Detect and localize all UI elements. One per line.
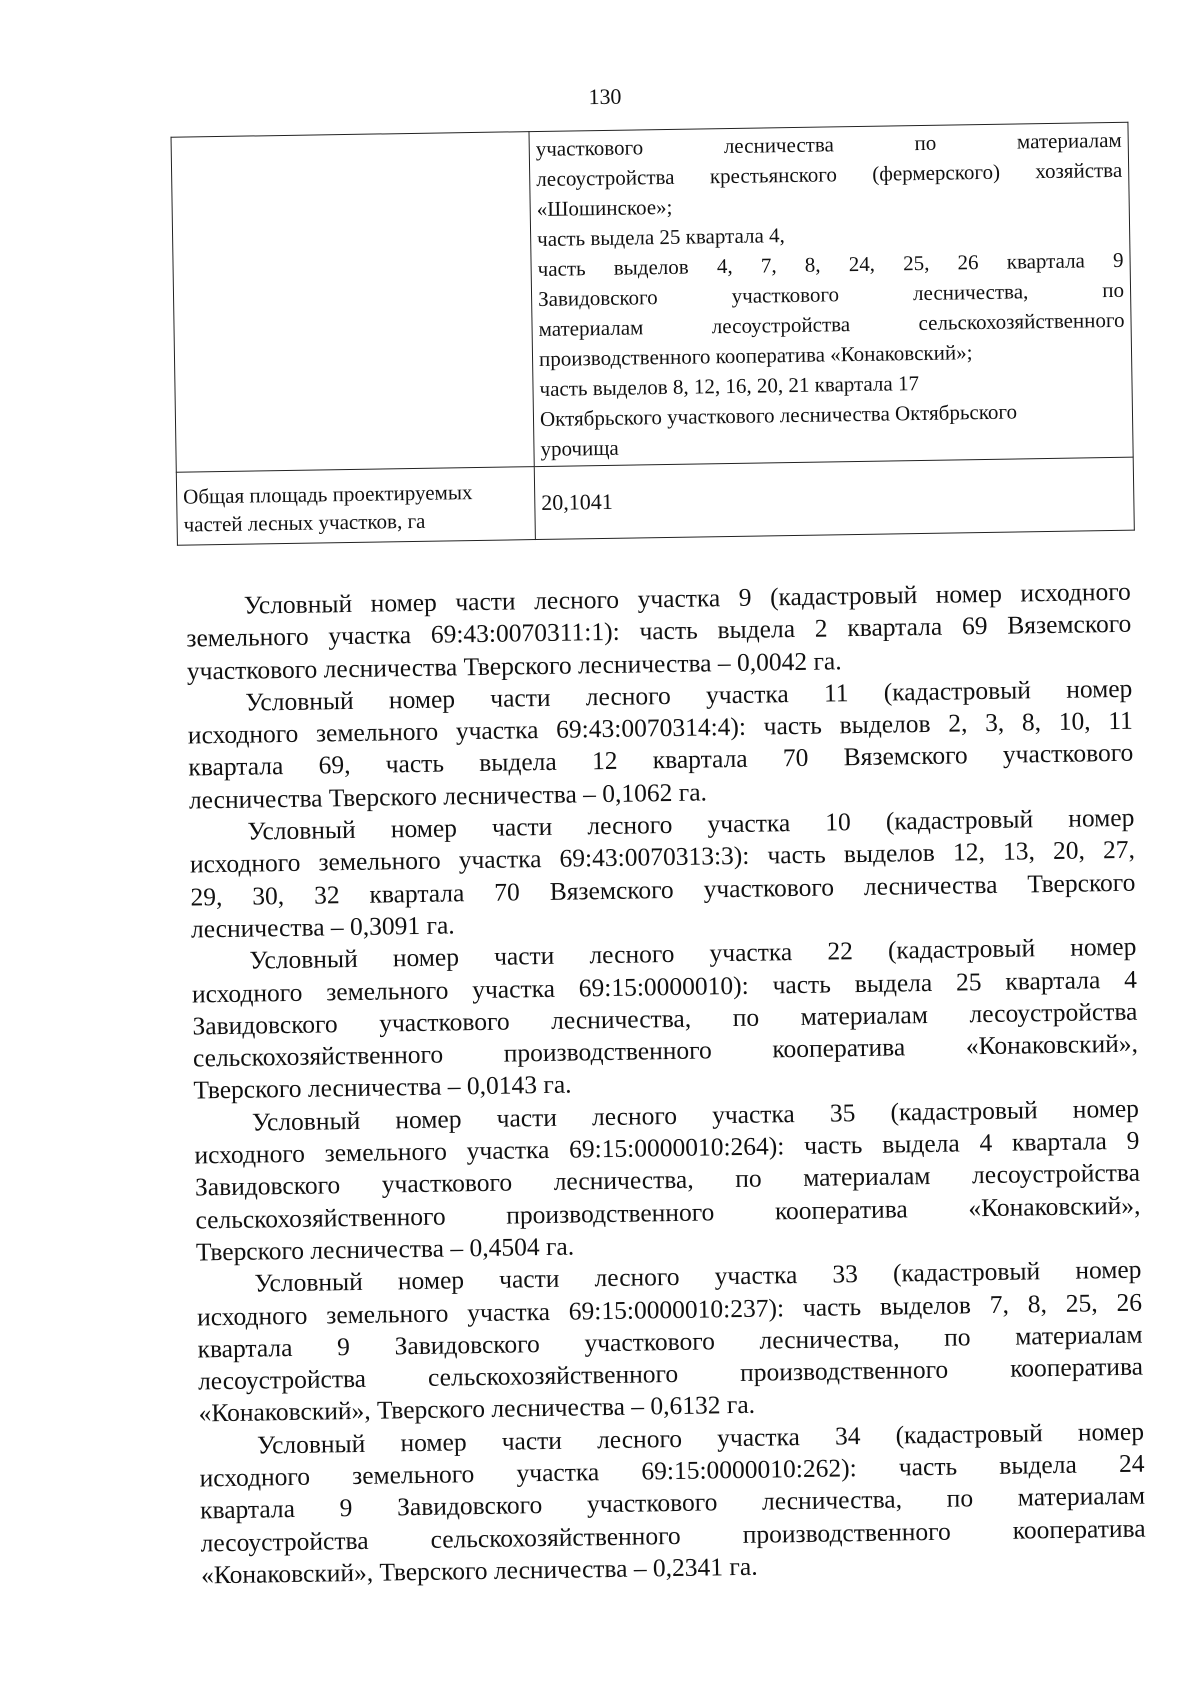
paragraph-line: лесничества – 0,3091 га. — [190, 910, 455, 944]
paragraph-line: сельскохозяйственного производственного кооператива «Конаковский», — [195, 1190, 1141, 1235]
table-cell-total-area-value: 20,1041 — [534, 457, 1134, 539]
paragraph-line: «Конаковский», Тверского лесничества – 0,6132 га. — [198, 1390, 756, 1428]
paragraph-line: Завидовского участкового лесничества, по материалам лесоустройства — [192, 996, 1138, 1041]
paragraph-line: квартала 69, часть выдела 12 квартала 70 Вяземского участкового — [188, 738, 1134, 783]
paragraph — [196, 1254, 1143, 1430]
paragraph-line: Тверского лесничества – 0,4504 га. — [195, 1231, 575, 1267]
paragraph — [199, 1415, 1146, 1591]
table-text-line: часть выделов 8, 12, 16, 20, 21 квартала 17 — [539, 371, 920, 401]
paragraph-line: Условный номер части лесного участка 10 (кадастровый номер — [247, 802, 1135, 846]
paragraph-line: исходного земельного участка 69:15:0000010:237): часть выделов 7, 8, 25, 26 — [196, 1287, 1143, 1332]
table-text-line: Октябрьского участкового лесничества Октябрьского — [539, 399, 1018, 431]
paragraph-line: участкового лесничества Тверского лесничества – 0,0042 га. — [186, 645, 842, 686]
paragraph-line: Условный номер части лесного участка 11 (кадастровый номер — [245, 673, 1133, 717]
paragraph-line: исходного земельного участка 69:15:0000010:264): часть выдела 4 квартала 9 — [194, 1125, 1140, 1170]
paragraph-line: Условный номер части лесного участка 33 (кадастровый номер — [254, 1254, 1142, 1298]
table-cell-empty — [171, 132, 534, 473]
paragraph — [194, 1092, 1141, 1268]
paragraph-line: «Конаковский», Тверского лесничества – 0,2341 га. — [200, 1551, 758, 1590]
table-row-description — [171, 122, 1133, 472]
table-text-line: «Шошинское»; — [536, 194, 673, 222]
paragraph-line: лесоустройства сельскохозяйственного производственного кооператива — [197, 1351, 1144, 1396]
paragraph-line: лесничества Тверского лесничества – 0,1062 га. — [188, 777, 708, 815]
paragraph-line: земельного участка 69:43:0070311:1): часть выдела 2 квартала 69 Вяземского — [186, 609, 1132, 653]
table-text-line: часть выдела 25 квартала 4, — [536, 223, 786, 252]
body-text — [186, 576, 1147, 1592]
table-cell-total-area-label — [176, 467, 535, 546]
paragraph — [191, 931, 1138, 1107]
table-row-total-area — [176, 457, 1134, 545]
paragraph-line: Завидовского участкового лесничества, по материалам лесоустройства — [194, 1157, 1141, 1202]
table-text-line: лесоустройства крестьянского (фермерского) хозяйства — [536, 157, 1123, 192]
paragraph — [189, 802, 1136, 946]
table-text-line: участкового лесничества по материалам — [535, 127, 1122, 162]
paragraph-line: Тверского лесничества – 0,0143 га. — [193, 1070, 572, 1105]
paragraph-line: Условный номер части лесного участка 9 (кадастровый номер исходного — [243, 576, 1132, 620]
paragraph-line: Условный номер части лесного участка 34 (кадастровый номер — [256, 1416, 1145, 1460]
paragraph-line: Условный номер части лесного участка 35 (кадастровый номер — [251, 1093, 1140, 1137]
paragraph-line: квартала 9 Завидовского участкового лесничества, по материалам — [197, 1319, 1143, 1364]
paragraph — [187, 673, 1134, 817]
page-number: 130 — [588, 83, 622, 110]
paragraph-line: исходного земельного участка 69:43:0070313:3): часть выделов 12, 13, 20, 27, — [189, 835, 1136, 879]
paragraph-line: 29, 30, 32 квартала 70 Вяземского участкового лесничества Тверского — [190, 867, 1136, 912]
table-text-line: Завидовского участкового лесничества, по — [537, 277, 1125, 311]
paragraph-line: исходного земельного участка 69:15:0000010): часть выдела 25 квартала 4 — [191, 964, 1138, 1009]
paragraph-line: исходного земельного участка 69:43:0070314:4): часть выделов 2, 3, 8, 10, 11 — [187, 705, 1134, 750]
paragraph-line: квартала 9 Завидовского участкового лесничества, по материалам — [199, 1480, 1146, 1525]
table-text-line: производственного кооператива «Конаковский»; — [538, 340, 973, 371]
paragraph-line: исходного земельного участка 69:15:0000010:262): часть выдела 24 — [199, 1448, 1145, 1493]
paragraph-line: лесоустройства сельскохозяйственного производственного кооператива — [200, 1513, 1146, 1558]
paragraph-line: Условный номер части лесного участка 22 (кадастровый номер — [249, 931, 1137, 975]
table-text-line: часть выделов 4, 7, 8, 24, 25, 26 квартала 9 — [537, 247, 1124, 281]
total-area-label-line: Общая площадь проектируемых — [182, 480, 473, 509]
plot-info-table — [171, 122, 1135, 546]
table-text-line: урочища — [540, 435, 619, 461]
table-cell-description — [529, 122, 1133, 466]
total-area-label-line: частей лесных участков, га — [183, 508, 426, 537]
paragraph-line: сельскохозяйственного производственного кооператива «Конаковский», — [192, 1028, 1139, 1073]
paragraph — [186, 576, 1132, 688]
table-text-line: материалам лесоустройства сельскохозяйственного — [538, 307, 1125, 341]
